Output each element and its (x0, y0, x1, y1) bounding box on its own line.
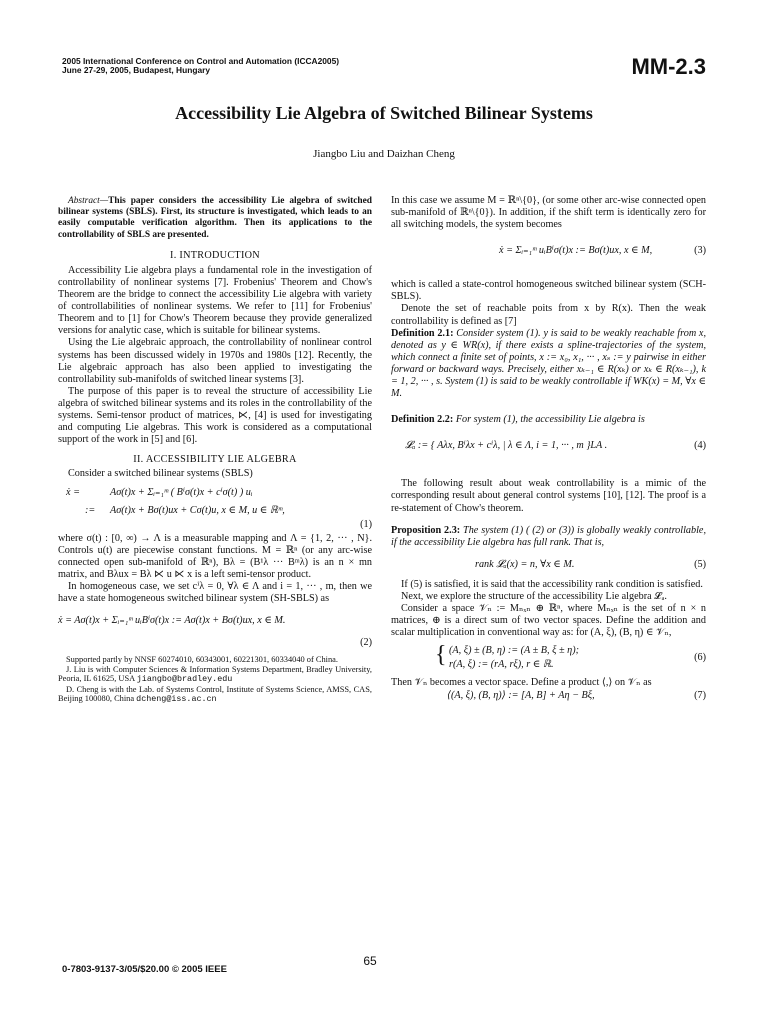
equation-1 (58, 487, 372, 533)
right-paragraph-1: In this case we assume M = ℝⁿ\{0}, (or some other arc-wise connected open sub-manifold of ℝⁿ\{0}). In addition, if the shift term is identically zero for all switching models, the system becomes (391, 195, 706, 231)
equation-7 (391, 689, 706, 705)
equation-1-line-1-rhs: Aσ(t)x + Σᵢ₌₁ᵐ ( Bⁱσ(t)x + cⁱσ(t) ) uᵢ (110, 486, 253, 498)
equation-3-body: ẋ = Σᵢ₌₁ᵐ uᵢBⁱσ(t)x := Bσ(t)ux, x ∈ M, (499, 245, 653, 257)
equation-6-number: (6) (694, 652, 706, 664)
right-paragraph-8: Then 𝒱ₙ becomes a vector space. Define a product ⟨,⟩ on 𝒱ₙ as (391, 677, 652, 689)
right-paragraph-7: Consider a space 𝒱ₙ := Mₙₓₙ ⊕ ℝⁿ, where Mₙₓₙ is the set of n × n matrices, ⊕ is a direct sum of two vector spaces. Define the addition and scalar multiplication in conventional way as: for (A, ξ), (B, η) ∈ 𝒱ₙ, (391, 602, 706, 639)
equation-1-line-2-lhs: := (85, 504, 96, 516)
definition-2-2 (391, 414, 706, 426)
equation-5 (391, 553, 706, 579)
definition-2-2-text: For system (1), the accessibility Lie algebra is (455, 414, 645, 426)
equation-6 (391, 643, 706, 675)
right-paragraph-4: The following result about weak controllability is a mimic of the corresponding result about general control systems [10], [12]. The proof is a re-statement of Chow's theorem. (391, 478, 706, 514)
footnote-funding: Supported partly by NNSF 60274010, 60343001, 60221301, 60334040 of China. (66, 655, 338, 665)
equation-3-number: (3) (694, 245, 706, 257)
equation-6-brace: { (435, 642, 447, 669)
equation-5-number: (5) (694, 558, 706, 570)
section-2-paragraph-1: Consider a switched bilinear systems (SBLS) (68, 468, 253, 480)
proposition-2-3-text: The system (1) ( (2) or (3)) is globally weakly controllable, if the accessibility Lie algebra has full rank. That is, (391, 524, 706, 548)
equation-2 (58, 613, 372, 653)
footnotes (58, 655, 372, 705)
equation-7-body: ⟨(A, ξ), (B, η)⟩ := [A, B] + Aη − Bξ, (447, 690, 595, 702)
footnote-author-1: J. Liu is with Computer Sciences & Information Systems Department, Bradley University, Peoria, IL 61625, USA jiangbo@bradley.edu (58, 664, 372, 685)
equation-2-body: ẋ = Aσ(t)x + Σᵢ₌₁ᵐ uᵢBⁱσ(t)x := Aσ(t)x + Bσ(t)ux, x ∈ M. (58, 615, 286, 627)
right-column (391, 195, 706, 705)
proposition-2-3-label: Proposition 2.3: (391, 524, 461, 536)
intro-paragraph-1: Accessibility Lie algebra plays a fundamental role in the investigation of controllability of nonlinear systems [7]. Frobenius' Theorem and Chow's Theorem are the bridge to connect the accessibility Lie algebra with variety of controllabilities of nonlinear systems. We refer to [11] for Frobenius' Theorem and to [1] for Chow's Theorem because they provide generalized versions for analytic case, which is suitable for bilinear systems. (58, 264, 372, 337)
intro-paragraph-2: Using the Lie algebraic approach, the controllability of nonlinear control systems has been discussed widely in 1970s and 1980s [12]. Recently, the Lie algebraic approach has also been applied to investigating the controllability sub-manifolds of switched linear systems [3]. (58, 337, 372, 385)
proposition-2-3 (391, 525, 706, 549)
intro-paragraph-3: The purpose of this paper is to reveal the structure of accessibility Lie algebra of switched bilinear systems and its roles in the controllability of the systems. Semi-tensor product of matrices, ⋉, [4] is used for investigating and computing Lie algebras. This work is considered as a computational support of the work in [5] and [6]. (58, 385, 372, 446)
right-paragraph-6: Next, we explore the structure of the accessibility Lie algebra 𝓛ₐ. (401, 590, 667, 602)
left-column (58, 196, 372, 705)
equation-7-number: (7) (694, 690, 706, 702)
definition-2-2-label: Definition 2.2: (391, 414, 454, 426)
equation-2-number: (2) (360, 637, 372, 649)
abstract (58, 196, 372, 241)
abstract-text: This paper considers the accessibility Lie algebra of switched bilinear systems (SBLS). First, its structure is investigated, which leads to an easily computable verification algorithm. Then its applications to the controllability of SBLS are presented. (58, 196, 372, 240)
isbn-copyright: 0-7803-9137-3/05/$20.00 © 2005 IEEE (62, 964, 227, 975)
footnote-author-2: D. Cheng is with the Lab. of Systems Control, Institute of Systems Science, AMSS, CAS, Beijing 100080, China dcheng@iss.ac.cn (58, 684, 372, 705)
session-code: MM-2.3 (631, 54, 706, 79)
right-paragraph-2: which is called a state-control homogeneous switched bilinear system (SCH-SBLS). (391, 279, 706, 303)
conference-name: 2005 International Conference on Control and Automation (ICCA2005) (62, 56, 340, 66)
section-2-title: II. ACCESSIBILITY LIE ALGEBRA (133, 454, 297, 466)
page-number: 65 (363, 954, 377, 968)
author-2-email: dcheng@iss.ac.cn (136, 694, 217, 705)
conference-header (62, 57, 339, 75)
equation-4 (391, 432, 706, 468)
right-paragraph-5: If (5) is satisfied, it is said that the accessibility rank condition is satisfied. (401, 578, 703, 590)
paper-title: Accessibility Lie Algebra of Switched Bilinear Systems (175, 103, 593, 123)
section-1-title: I. INTRODUCTION (170, 249, 260, 261)
equation-6-line-2: r(A, ξ) := (rA, rξ), r ∈ ℝ. (449, 659, 554, 671)
equation-6-line-1: (A, ξ) ± (B, η) := (A ± B, ξ ± η); (449, 645, 579, 657)
equation-1-line-2-rhs: Aσ(t)x + Bσ(t)ux + Cσ(t)u, x ∈ M, u ∈ ℝᵐ, (110, 504, 285, 516)
author-1-email: jiangbo@bradley.edu (136, 674, 233, 685)
definition-2-1-label: Definition 2.1: (391, 327, 454, 339)
definition-2-1-text: Consider system (1). y is said to be weakly reachable from x, denoted as y ∈ WR(x), if there exists a spline-trajectories of the system, which connect a finite set of points, x := x₀, x₁, ··· , xₛ := y pairwise in either forward or backward ways. Precisely, either xₖ₋₁ ∈ R(xₖ) or xₖ ∈ R(xₖ₋₁), k = 1, 2, ··· , s. System (1) is said to be weakly controllable if WK(x) = M, ∀x ∈ M. (391, 327, 707, 400)
section-2-paragraph-3: In homogeneous case, we set cⁱλ = 0, ∀λ ∈ Λ and i = 1, ··· , m, then we have a state homogeneous switched bilinear system (SH-SBLS) as (58, 580, 372, 604)
equation-4-number: (4) (694, 440, 706, 452)
abstract-label: Abstract— (68, 196, 109, 206)
right-paragraph-3: Denote the set of reachable poits from x by R(x). Then the weak controllability is defined as [7] (391, 303, 706, 327)
equation-1-number: (1) (360, 518, 372, 530)
conference-date-place: June 27-29, 2005, Budapest, Hungary (62, 65, 211, 75)
equation-3 (391, 239, 706, 279)
equation-1-line-1-lhs: ẋ = (66, 486, 80, 498)
equation-4-body: 𝓛ₐ := { Aλx, Bⁱλx + cⁱλ, | λ ∈ Λ, i = 1, ··· , m }LA . (405, 440, 608, 452)
paper-authors: Jiangbo Liu and Daizhan Cheng (313, 148, 455, 160)
definition-2-1 (391, 328, 706, 401)
equation-5-body: rank 𝓛ₐ(x) = n, ∀x ∈ M. (475, 558, 575, 570)
section-2-paragraph-2: where σ(t) : [0, ∞) → Λ is a measurable mapping and Λ = {1, 2, ··· , N}. Controls u(t) are piecewise constant functions. M = ℝⁿ (or any arc-wise connected open sub-manifold of ℝⁿ), Bλ = (B¹λ ··· Bᵐλ) is an n × mn matrix, and Bλux = Bλ ⋉ u ⋉ x is a left semi-tensor product. (58, 532, 372, 580)
